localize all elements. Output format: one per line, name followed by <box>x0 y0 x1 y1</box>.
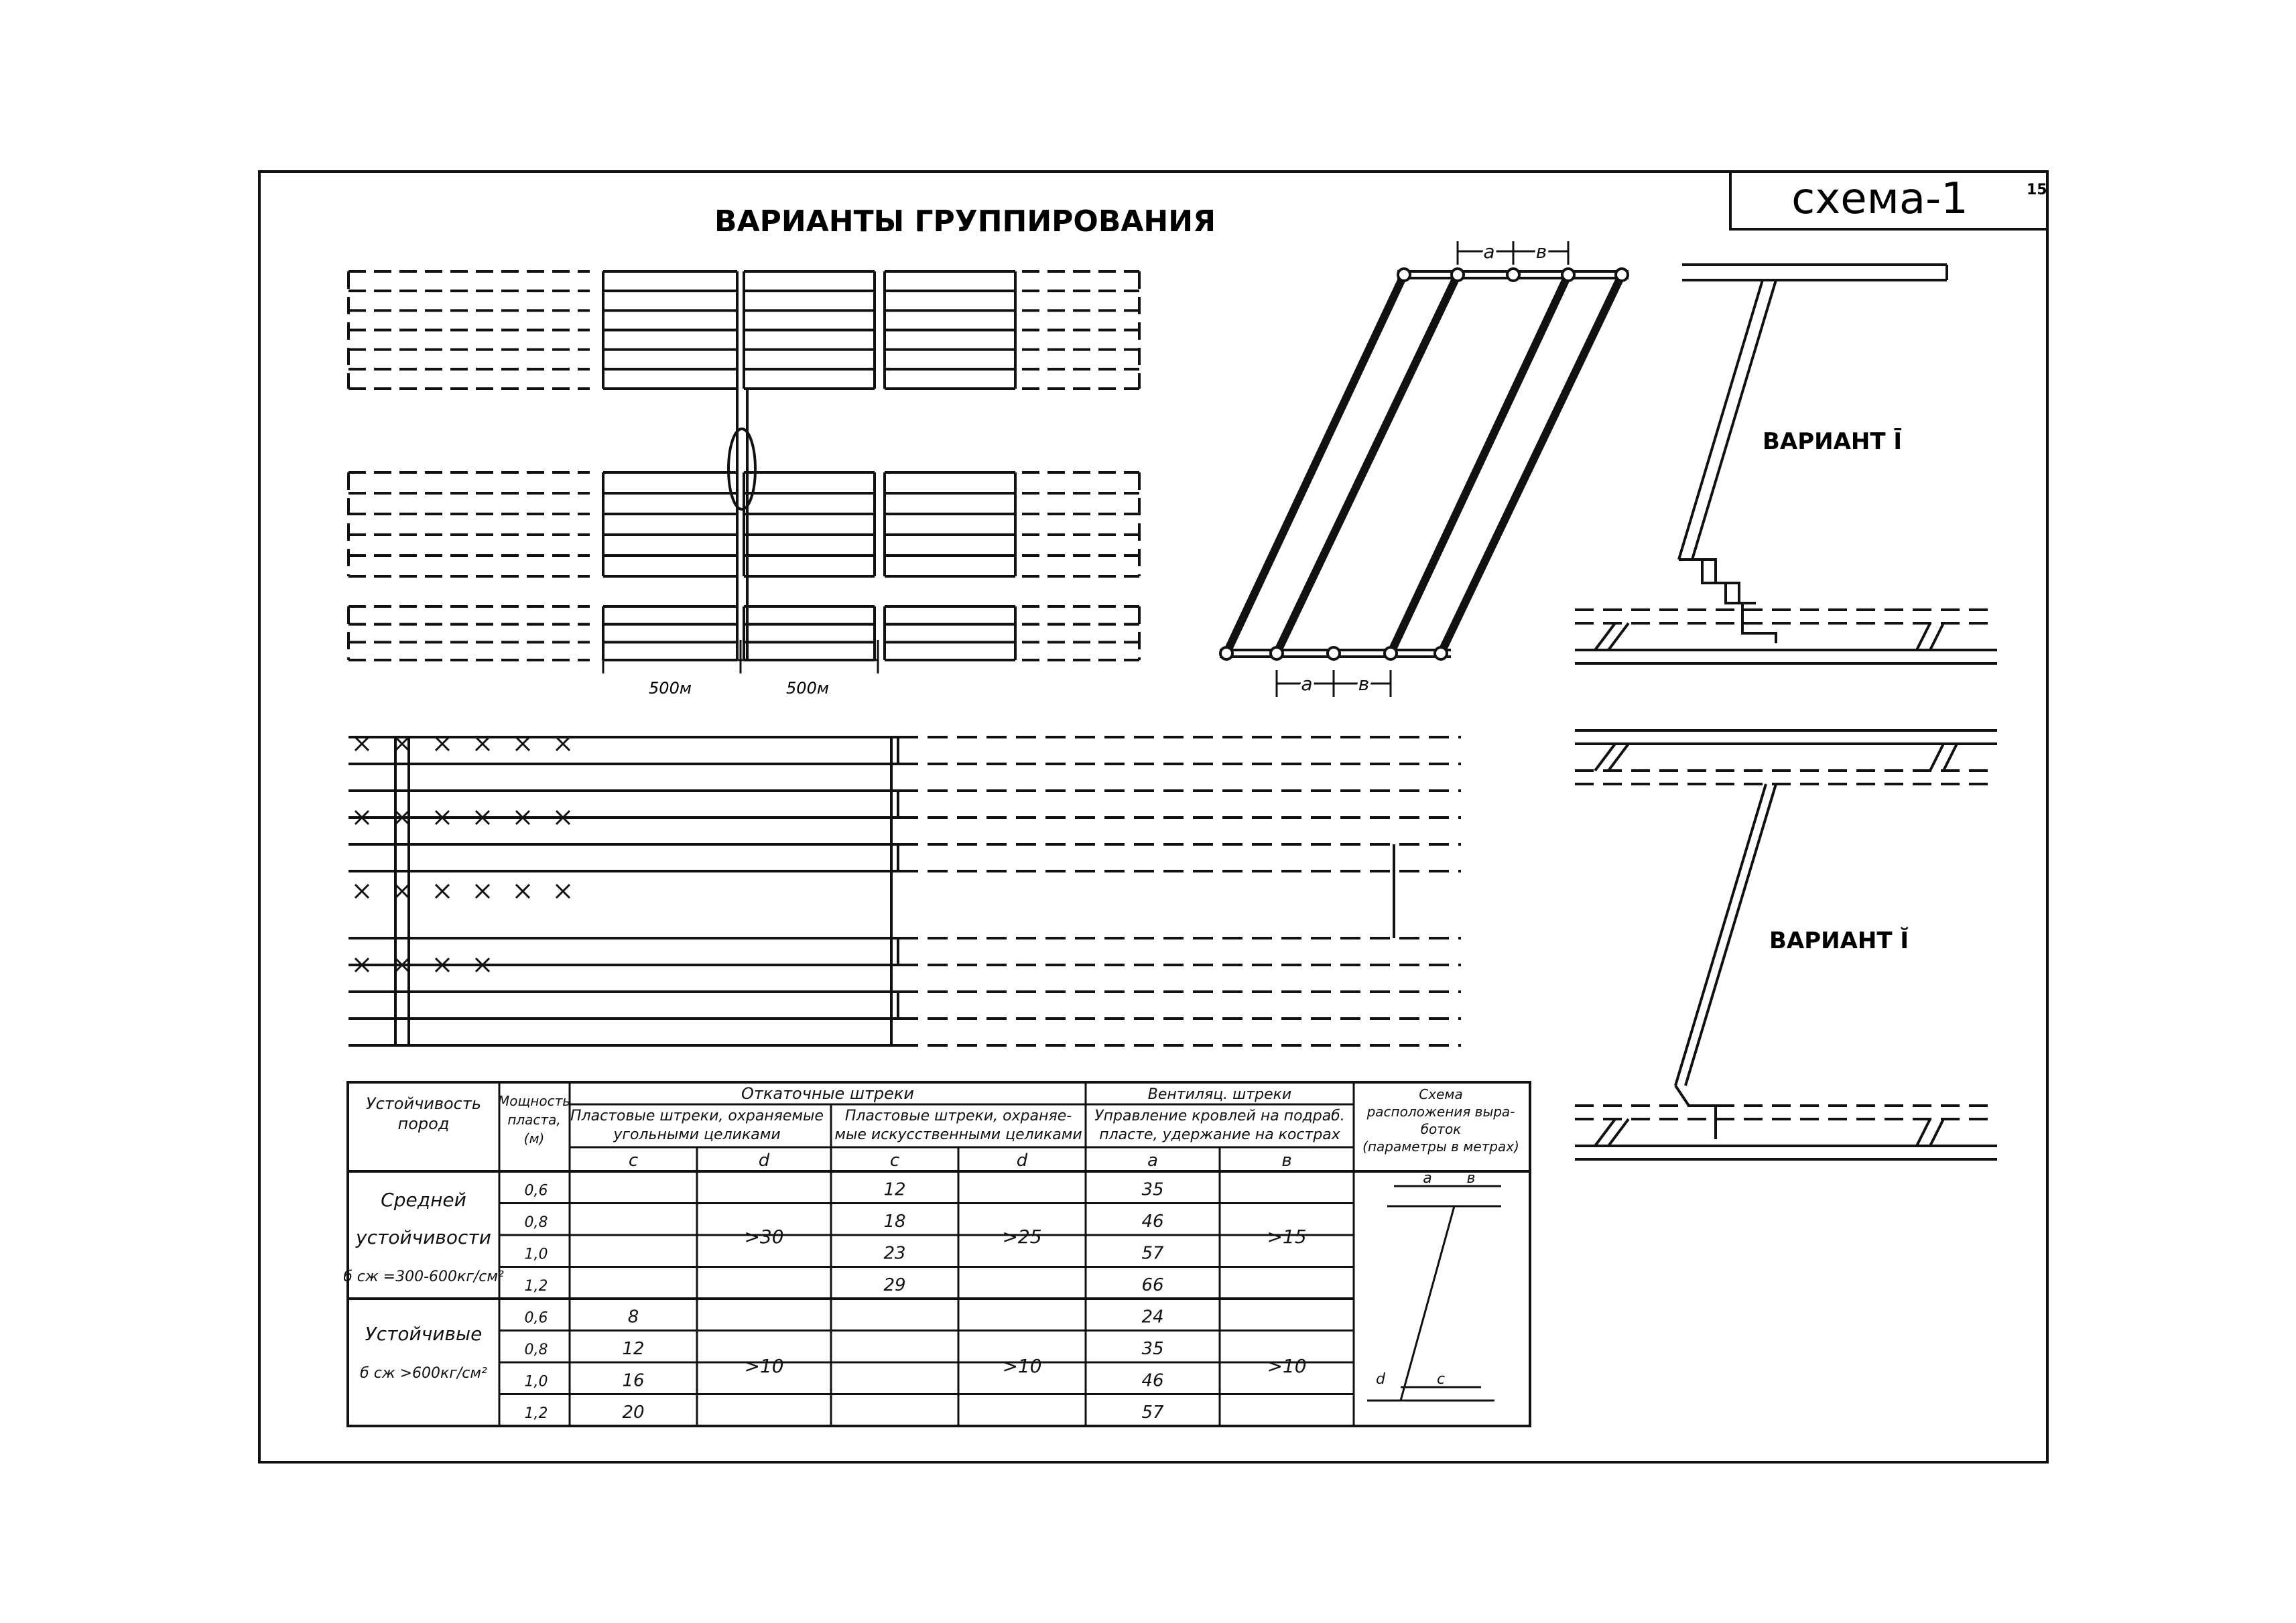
d1-group2: >10 <box>744 1355 784 1377</box>
label-b-top: в <box>1535 241 1547 263</box>
support-cross-mark <box>476 885 489 898</box>
header-roof-control: пласте, удержание на кострах <box>1099 1126 1340 1143</box>
c1-value: 20 <box>622 1403 645 1423</box>
support-cross-mark <box>516 737 529 751</box>
page-title: ВАРИАНТЫ ГРУППИРОВАНИЯ <box>714 204 1216 239</box>
thickness-value: 0,6 <box>524 1182 548 1199</box>
header-layout-scheme: боток <box>1420 1121 1462 1137</box>
header-roof-control: Управление кровлей на подраб. <box>1094 1108 1345 1124</box>
a-value: 24 <box>1141 1307 1164 1327</box>
header-layout-scheme: (параметры в метрах) <box>1362 1139 1519 1155</box>
header-coal-pillars: Пластовые штреки, охраняемые <box>570 1108 824 1124</box>
support-cross-mark <box>556 885 570 898</box>
thickness-value: 1,0 <box>524 1373 548 1390</box>
scheme-label: схема-1 <box>1791 174 1968 224</box>
header-ventilation-drifts: Вентиляц. штреки <box>1147 1086 1292 1103</box>
a-value: 35 <box>1141 1339 1164 1360</box>
group-stable: Устойчивые <box>365 1323 483 1345</box>
support-cross-mark <box>476 737 489 751</box>
header-seam-thickness: (м) <box>523 1130 545 1147</box>
header-artificial-pillars: мые искусственными целиками <box>834 1126 1082 1143</box>
plan-shaft-yard <box>728 429 755 509</box>
thickness-value: 1,0 <box>524 1246 548 1263</box>
thickness-value: 0,6 <box>524 1309 548 1327</box>
parameters-table-text <box>343 1084 1519 1423</box>
c2-value: 29 <box>883 1275 906 1296</box>
mini-label-a: а <box>1423 1170 1432 1187</box>
label-a-top: а <box>1483 241 1495 263</box>
thickness-value: 0,8 <box>524 1342 548 1359</box>
b-group1: >15 <box>1267 1226 1307 1248</box>
label-b-bottom: в <box>1358 673 1370 695</box>
variant-2-label: ВАРИАНТ Ĭ <box>1769 927 1909 954</box>
a-value: 35 <box>1141 1179 1164 1200</box>
c2-value: 23 <box>883 1243 906 1264</box>
thickness-value: 0,8 <box>524 1214 548 1232</box>
variant-1-label: ВАРИАНТ Ī <box>1763 428 1903 455</box>
header-rock-stability: Устойчивость <box>365 1094 482 1113</box>
c1-value: 12 <box>622 1339 645 1360</box>
b-group2: >10 <box>1267 1355 1307 1377</box>
support-cross-mark <box>355 885 369 898</box>
panel-layout-plan <box>348 737 1461 1045</box>
column-subheader: с <box>889 1151 900 1171</box>
mini-label-c: с <box>1436 1371 1446 1388</box>
label-a-bottom: а <box>1301 673 1313 695</box>
support-cross-mark <box>516 885 529 898</box>
support-cross-mark <box>395 885 409 898</box>
dim-500-left: 500м <box>649 679 692 698</box>
plan-dimension <box>603 640 878 673</box>
c1-value: 16 <box>622 1370 645 1391</box>
d1-group1: >30 <box>744 1226 784 1248</box>
header-coal-pillars: угольными целиками <box>613 1126 781 1143</box>
group-stable: б сж >600кг/см² <box>360 1365 487 1382</box>
group-medium-stability: устойчивости <box>356 1226 491 1248</box>
support-cross-mark <box>436 885 449 898</box>
variant-1-section <box>1575 265 1997 663</box>
header-artificial-pillars: Пластовые штреки, охраняе- <box>844 1108 1072 1124</box>
support-cross-mark <box>556 737 570 751</box>
column-subheader: а <box>1147 1151 1158 1171</box>
page-number: 15 <box>2027 182 2047 198</box>
d2-group1: >25 <box>1002 1226 1042 1248</box>
column-subheader: d <box>758 1151 770 1171</box>
thickness-value: 1,2 <box>524 1405 548 1423</box>
a-value: 66 <box>1141 1275 1164 1296</box>
header-layout-scheme: расположения выра- <box>1366 1104 1515 1120</box>
support-cross-mark <box>436 737 449 751</box>
a-value: 46 <box>1141 1370 1164 1391</box>
column-subheader: с <box>628 1151 639 1171</box>
header-layout-scheme: Схема <box>1419 1086 1463 1102</box>
dim-500-right: 500м <box>786 679 829 698</box>
thickness-value: 1,2 <box>524 1278 548 1295</box>
group-medium-stability: б сж =300-600кг/см² <box>343 1269 504 1285</box>
layout-mini-scheme <box>1367 1186 1501 1401</box>
column-subheader: d <box>1016 1151 1028 1171</box>
mini-label-d: d <box>1376 1371 1385 1388</box>
inclined-workings-section <box>1220 241 1629 697</box>
column-subheader: в <box>1281 1151 1292 1171</box>
support-cross-mark <box>395 737 409 751</box>
mini-label-b: в <box>1466 1170 1476 1187</box>
a-value: 46 <box>1141 1212 1164 1232</box>
support-cross-mark <box>355 737 369 751</box>
c1-value: 8 <box>627 1307 639 1327</box>
header-rock-stability: пород <box>397 1114 450 1133</box>
c2-value: 12 <box>883 1179 906 1200</box>
d2-group2: >10 <box>1002 1355 1042 1377</box>
header-haulage-drifts: Откаточные штреки <box>741 1084 914 1103</box>
header-seam-thickness: Мощность <box>497 1093 571 1109</box>
grouping-plan <box>348 271 1139 660</box>
a-value: 57 <box>1141 1403 1164 1423</box>
group-medium-stability: Средней <box>381 1189 466 1211</box>
c2-value: 18 <box>883 1212 906 1232</box>
a-value: 57 <box>1141 1243 1164 1264</box>
header-seam-thickness: пласта, <box>507 1112 561 1128</box>
